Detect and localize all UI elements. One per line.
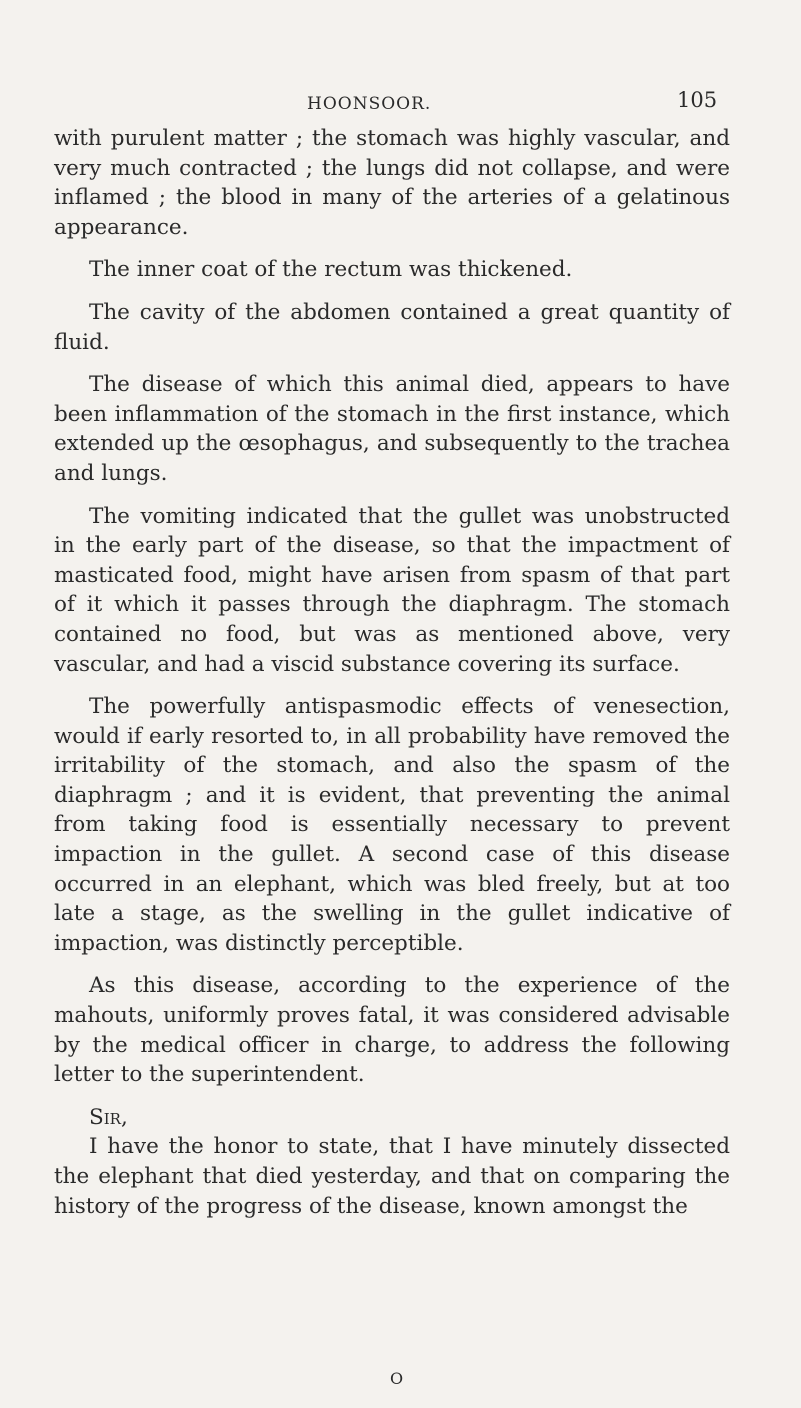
paragraph-6: The powerfully antispasmodic effects of venesection, would if early resorted to, in all probability have removed the irritability of the stomach, and also the spasm of the diaphragm ; and it is evident, that preventing the animal from taking food is essentially necessary to prevent impaction in the gullet. A second case of this disease occurred in an elephant, which was bled freely, but at too late a stage, as the swelling in the gullet indicative of impaction, was distinctly perceptible. — [54, 694, 730, 956]
paragraph-2: The inner coat of the rectum was thickened. — [89, 257, 573, 283]
signature-mark: O — [390, 1369, 404, 1388]
running-title: HOONSOOR. — [307, 94, 432, 114]
letter-body: I have the honor to state, that I have minutely dissected the elephant that died yesterday, and that on comparing the history of the progress of the disease, known amongst the — [54, 1134, 730, 1219]
paragraph-3: The cavity of the abdomen contained a great quantity of fluid. — [54, 299, 730, 355]
letter-salutation: Sir, — [89, 1104, 128, 1130]
paragraph-5: The vomiting indicated that the gullet was unobstructed in the early part of the disease, so that the impactment of masticated food, might have arisen from spasm of that part of it which it passes through the diaphragm. The stomach contained no food, but was as mentioned above, very vascular, and had a viscid substance covering its surface. — [54, 503, 730, 677]
body-text — [54, 124, 730, 1221]
running-head — [0, 88, 801, 118]
paragraph-7: As this disease, according to the experience of the mahouts, uniformly proves fatal, it was considered advisable by the medical officer in charge, to address the following letter to the superintendent. — [54, 973, 730, 1088]
paragraph-4: The disease of which this animal died, appears to have been inflammation of the stomach in the first instance, which extended up the œsophagus, and subsequently to the trachea and lungs. — [54, 372, 730, 486]
page-number: 105 — [677, 88, 718, 112]
paragraph-1: with purulent matter ; the stomach was highly vascular, and very much contracted ; the lungs did not collapse, and were inflamed ; the blood in many of the arteries of a gelatinous appearance. — [54, 126, 730, 240]
